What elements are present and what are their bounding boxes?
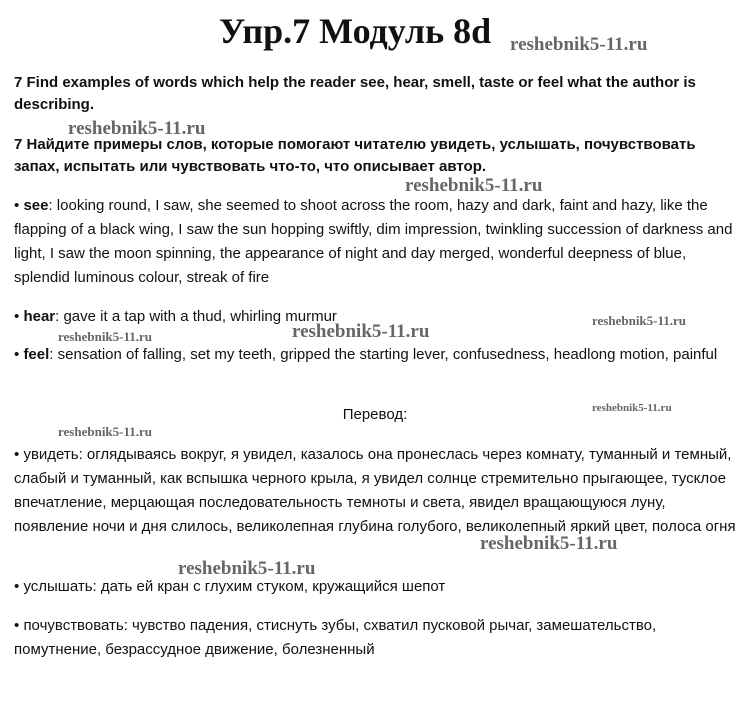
ru-see-paragraph — [14, 443, 736, 539]
hear-label: hear — [23, 308, 56, 325]
see-paragraph — [14, 194, 736, 290]
ru-hear-text: услышать: дать ей кран с глухим стуком, кружащийся шепот — [23, 578, 446, 595]
hear-text: : gave it a tap with a thud, whirling murmur — [55, 308, 337, 325]
watermark: reshebnik5-11.ru — [292, 321, 430, 342]
ru-see-text: увидеть: оглядываясь вокруг, я увидел, казалось она пронеслась через комнату, туманный и темный, слабый и туманный, как вспышка черного крыла, я увидел солнце стремительно прыгающее, тусклое впечатление, мерцающая последовательность темноты и света, явидел вращающуюся луну, появление ночи и дня слилось, великолепная глубина голубого, великолепный яркий цвет, полоса огня — [14, 446, 736, 535]
watermark: reshebnik5-11.ru — [58, 329, 153, 344]
translation-heading: Перевод: — [342, 406, 408, 423]
bullet: • — [14, 446, 20, 463]
bullet: • — [14, 197, 20, 214]
watermark: reshebnik5-11.ru — [592, 313, 687, 328]
ru-hear-paragraph — [14, 575, 736, 599]
ru-feel-text: почувствовать: чувство падения, стиснуть зубы, схватил пусковой рычаг, замешательство, помутнение, безрассудное движение, болезненный — [14, 617, 657, 658]
feel-label: feel — [23, 346, 50, 363]
bullet: • — [14, 578, 20, 595]
watermark: reshebnik5-11.ru — [58, 424, 153, 439]
page-title: Упр.7 Модуль 8d — [218, 11, 492, 51]
watermark: reshebnik5-11.ru — [405, 175, 543, 196]
watermark: reshebnik5-11.ru — [178, 558, 316, 579]
task-english: 7 Find examples of words which help the reader see, hear, smell, taste or feel what the author is describing. — [14, 74, 696, 113]
watermark: reshebnik5-11.ru — [510, 34, 648, 55]
watermark: reshebnik5-11.ru — [480, 533, 618, 554]
see-label: see — [23, 197, 49, 214]
watermark: reshebnik5-11.ru — [68, 118, 206, 139]
feel-text: : sensation of falling, set my teeth, gripped the starting lever, confusedness, headlong motion, painful — [49, 346, 718, 363]
bullet: • — [14, 308, 20, 325]
see-text: : looking round, I saw, she seemed to shoot across the room, hazy and dark, faint and hazy, like the flapping of a black wing, I saw the sun hopping swiftly, dim impression, twinkling succession of darkness and light, I saw the moon spinning, the appearance of night and day merged, wonderful deepness of blue, splendid luminous colour, streak of fire — [14, 197, 733, 286]
feel-paragraph — [14, 343, 736, 367]
watermark: reshebnik5-11.ru — [592, 402, 672, 414]
ru-feel-paragraph — [14, 614, 736, 662]
task-russian: 7 Найдите примеры слов, которые помогают читателю увидеть, услышать, почувствовать запах, испытать или чувствовать что-то, что описывает автор. — [14, 136, 696, 175]
bullet: • — [14, 617, 20, 634]
bullet: • — [14, 346, 20, 363]
